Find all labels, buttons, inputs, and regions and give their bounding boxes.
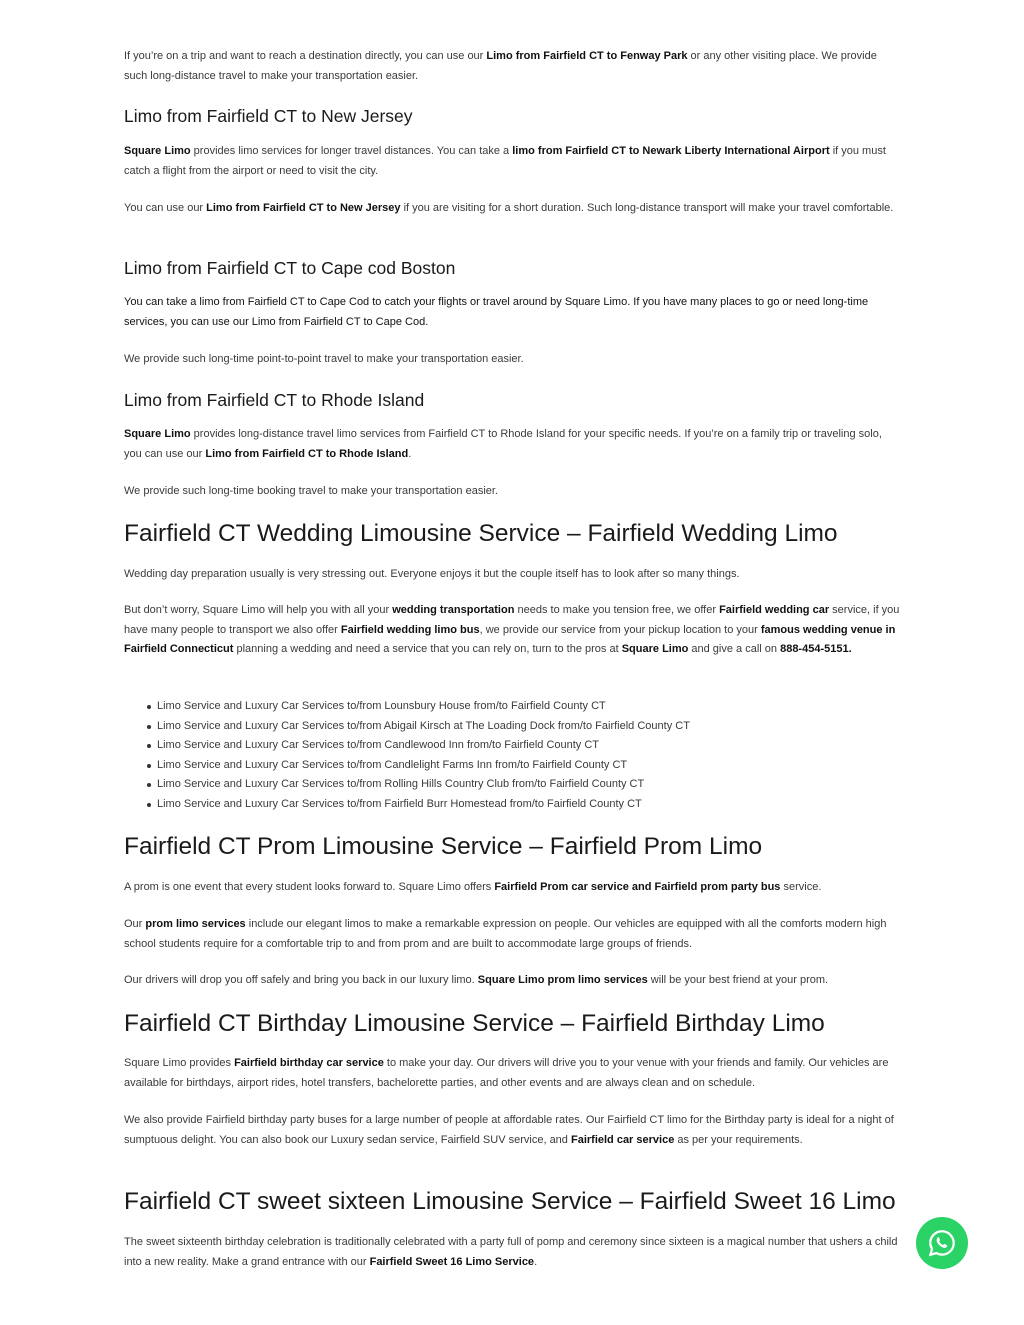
whatsapp-icon: [927, 1228, 957, 1258]
rhode-island-paragraph-2: We provide such long-time booking travel to make your transportation easier.: [124, 485, 498, 497]
wedding-paragraph-2: But don’t worry, Square Limo will help you with all your wedding transportation needs to make you tension free, we offer Fairfield wedding car service, if you have many people to transport we also offer Fairfield wedding limo bus, we provide our service from your pickup location to your famous wedding venue in Fairfield Connecticut planning a wedding and need a service that you can rely on, turn to the pros at Square Limo and give a call on 888-454-5151.: [124, 604, 900, 656]
prom-paragraph-3: Our drivers will drop you off safely and bring you back in our luxury limo. Square Limo prom limo services will be your best friend at your prom.: [124, 974, 829, 986]
heading-new-jersey: Limo from Fairfield CT to New Jersey: [124, 106, 413, 126]
birthday-paragraph-1: Square Limo provides Fairfield birthday car service to make your day. Our drivers will drive you to your venue with your friends and family. Our vehicles are available for birthdays, airport rides, hotel transfers, bachelorette parties, and other events and are always clean and on schedule.: [124, 1057, 889, 1089]
heading-rhode-island: Limo from Fairfield CT to Rhode Island: [124, 390, 425, 410]
sweet-sixteen-paragraph: The sweet sixteenth birthday celebration is traditionally celebrated with a party full of pomp and ceremony since sixteen is a magical number that ushers a child into a new reality. Make a grand entrance with our Fairfield Sweet 16 Limo Service.: [124, 1236, 898, 1268]
list-item: Limo Service and Luxury Car Services to/from Abigail Kirsch at The Loading Dock from/to Fairfield County CT: [157, 717, 935, 737]
new-jersey-paragraph-2: You can use our Limo from Fairfield CT to New Jersey if you are visiting for a short duration. Such long-distance transport will make your travel comfortable.: [124, 202, 894, 214]
list-item: Limo Service and Luxury Car Services to/from Lounsbury House from/to Fairfield County CT: [157, 697, 935, 717]
birthday-paragraph-2: We also provide Fairfield birthday party buses for a large number of people at affordable rates. Our Fairfield CT limo for the Birthday party is ideal for a night of sumptuous delight. You can also book our Luxury sedan service, Fairfield SUV service, and Fairfield car service as per your requirements.: [124, 1114, 894, 1146]
list-item: Limo Service and Luxury Car Services to/from Fairfield Burr Homestead from/to Fairfield County CT: [157, 795, 935, 815]
new-jersey-paragraph-1: Square Limo provides limo services for longer travel distances. You can take a limo from Fairfield CT to Newark Liberty International Airport if you must catch a flight from the airport or need to visit the city.: [124, 145, 886, 177]
prom-paragraph-2: Our prom limo services include our elegant limos to make a remarkable expression on people. Our vehicles are equipped with all the comforts modern high school students require for a comfortable trip to and from prom and are built to accommodate large groups of friends.: [124, 918, 887, 950]
list-item: Limo Service and Luxury Car Services to/from Candlewood Inn from/to Fairfield County CT: [157, 736, 935, 756]
list-item: Limo Service and Luxury Car Services to/from Rolling Hills Country Club from/to Fairfield County CT: [157, 775, 935, 795]
wedding-paragraph-1: Wedding day preparation usually is very stressing out. Everyone enjoys it but the couple itself has to look after so many things.: [124, 568, 740, 580]
rhode-island-paragraph-1: Square Limo provides long-distance travel limo services from Fairfield CT to Rhode Island for your specific needs. If you’re on a family trip or traveling solo, you can use our Limo from Fairfield CT to Rhode Island.: [124, 428, 882, 460]
cape-cod-paragraph-1: You can take a limo from Fairfield CT to Cape Cod to catch your flights or travel around by Square Limo. If you have many places to go or need long-time services, you can use our Limo from Fairfield CT to Cape Cod.: [124, 296, 869, 328]
heading-sweet-sixteen: Fairfield CT sweet sixteen Limousine Service – Fairfield Sweet 16 Limo: [124, 1188, 896, 1215]
heading-cape-cod: Limo from Fairfield CT to Cape cod Boston: [124, 258, 456, 278]
heading-birthday: Fairfield CT Birthday Limousine Service – Fairfield Birthday Limo: [124, 1010, 825, 1037]
heading-prom: Fairfield CT Prom Limousine Service – Fairfield Prom Limo: [124, 833, 763, 860]
heading-wedding: Fairfield CT Wedding Limousine Service – Fairfield Wedding Limo: [124, 520, 838, 547]
whatsapp-button[interactable]: [916, 1217, 968, 1269]
cape-cod-paragraph-2: We provide such long-time point-to-point travel to make your transportation easier.: [124, 353, 524, 365]
wedding-venue-list: [124, 697, 935, 815]
fenway-paragraph: If you’re on a trip and want to reach a destination directly, you can use our Limo from Fairfield CT to Fenway Park or any other visiting place. We provide such long-distance travel to make your transportation easier.: [124, 50, 877, 82]
prom-paragraph-1: A prom is one event that every student looks forward to. Square Limo offers Fairfield Prom car service and Fairfield prom party bus service.: [124, 881, 822, 893]
list-item: Limo Service and Luxury Car Services to/from Candlelight Farms Inn from/to Fairfield County CT: [157, 756, 935, 776]
